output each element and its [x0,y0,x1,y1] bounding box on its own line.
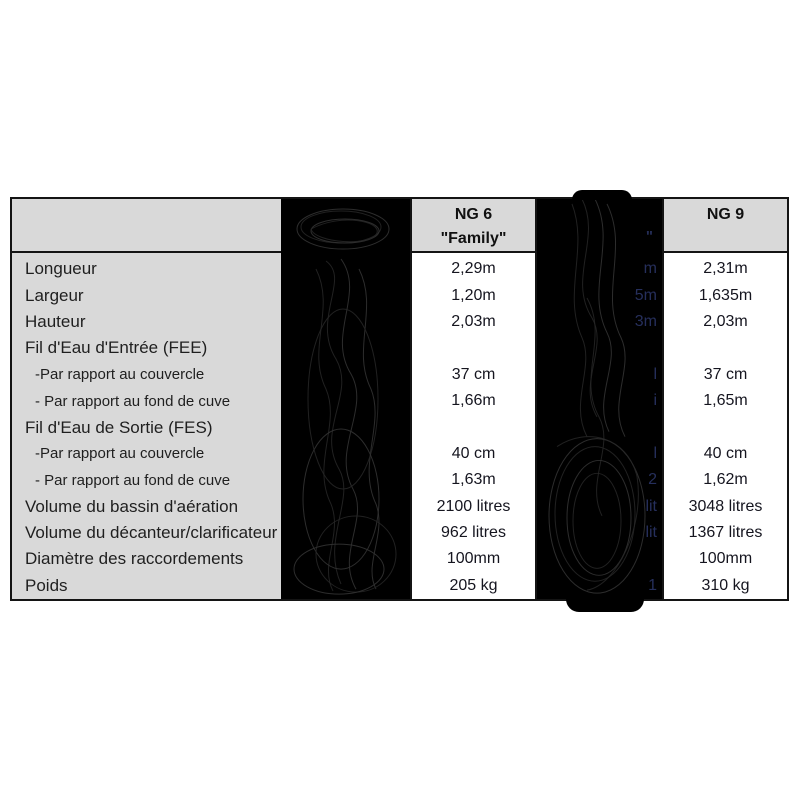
redacted-fragment [537,335,662,361]
ng6-value [412,335,535,361]
ng9-value: 1367 litres [688,524,763,542]
ng9-value: 37 cm [703,365,748,383]
ng9-value: 2,03m [703,312,748,330]
scribble-overflow-bottom [566,599,644,612]
redacted-fragment: 2 [648,471,657,489]
row-label-diametre: Diamètre des raccordements [25,549,244,569]
row-label-poids: Poids [25,575,68,595]
table-header-ng6 [410,199,537,253]
ng6-value: 2,03m [451,312,496,330]
redacted-fragment: 3m [634,312,657,330]
redacted-fragment: l [653,444,657,462]
ng9-values-column [662,253,787,599]
redacted-column-1 [281,199,410,599]
row-label-largeur: Largeur [25,285,84,305]
redacted-fragment: i [653,392,657,410]
row-label-volume-bassin: Volume du bassin d'aération [25,496,239,516]
row-label-volume-decanteur: Volume du décanteur/clarificateur [25,523,278,543]
ng9-value: 1,65m [703,392,748,410]
row-label-fes-couvercle: -Par rapport au couvercle [35,445,205,463]
ng9-value: 100mm [698,550,753,568]
ng6-value: 2100 litres [436,497,511,515]
row-label-fee-fond: - Par rapport au fond de cuve [35,392,231,410]
redacted-fragment: lit [645,497,657,515]
redacted-fragment [537,414,662,440]
redacted-fragment: 1 [648,576,657,594]
scribble-redaction-icon [281,199,410,599]
ng6-title: NG 6 [454,206,493,223]
redacted-fragments [537,253,662,599]
redacted-fragment: 5m [634,286,657,304]
ng6-subtitle: "Family" [440,230,507,247]
ng6-value: 40 cm [451,444,496,462]
spec-table [10,197,789,601]
ng6-value: 205 kg [449,576,498,594]
ng6-value: 1,66m [451,392,496,410]
row-label-fes: Fil d'Eau de Sortie (FES) [25,417,213,437]
ng6-value: 2,29m [451,260,496,278]
label-column [12,253,281,599]
ng9-value: 2,31m [703,260,748,278]
row-label-hauteur: Hauteur [25,311,86,331]
ng9-value [664,414,787,440]
row-label-fee: Fil d'Eau d'Entrée (FEE) [25,338,208,358]
redacted-fragment: lit [645,524,657,542]
ng6-value [412,414,535,440]
ng6-value: 100mm [446,550,501,568]
scribble-overflow-top [572,190,632,200]
row-label-longueur: Longueur [25,259,97,279]
redacted-fragment: m [643,260,657,278]
ng6-value: 37 cm [451,365,496,383]
row-label-fes-fond: - Par rapport au fond de cuve [35,471,231,489]
ng9-value: 1,635m [698,286,753,304]
ng9-title: NG 9 [706,206,745,223]
redacted-header-fragment: " [645,228,653,245]
ng9-value: 310 kg [701,576,750,594]
header-empty-cell [12,199,281,253]
redacted-fragment: l [653,365,657,383]
ng9-value: 1,62m [703,471,748,489]
row-label-fee-couvercle: -Par rapport au couvercle [35,366,205,384]
ng6-value: 1,63m [451,471,496,489]
ng9-value: 40 cm [703,444,748,462]
ng6-value: 1,20m [451,286,496,304]
redacted-fragment [537,546,662,572]
table-header-ng9 [662,199,787,253]
ng9-value [664,335,787,361]
ng9-value: 3048 litres [688,497,763,515]
ng6-values-column [410,253,537,599]
ng6-value: 962 litres [441,524,506,542]
redacted-column-2 [537,199,662,599]
